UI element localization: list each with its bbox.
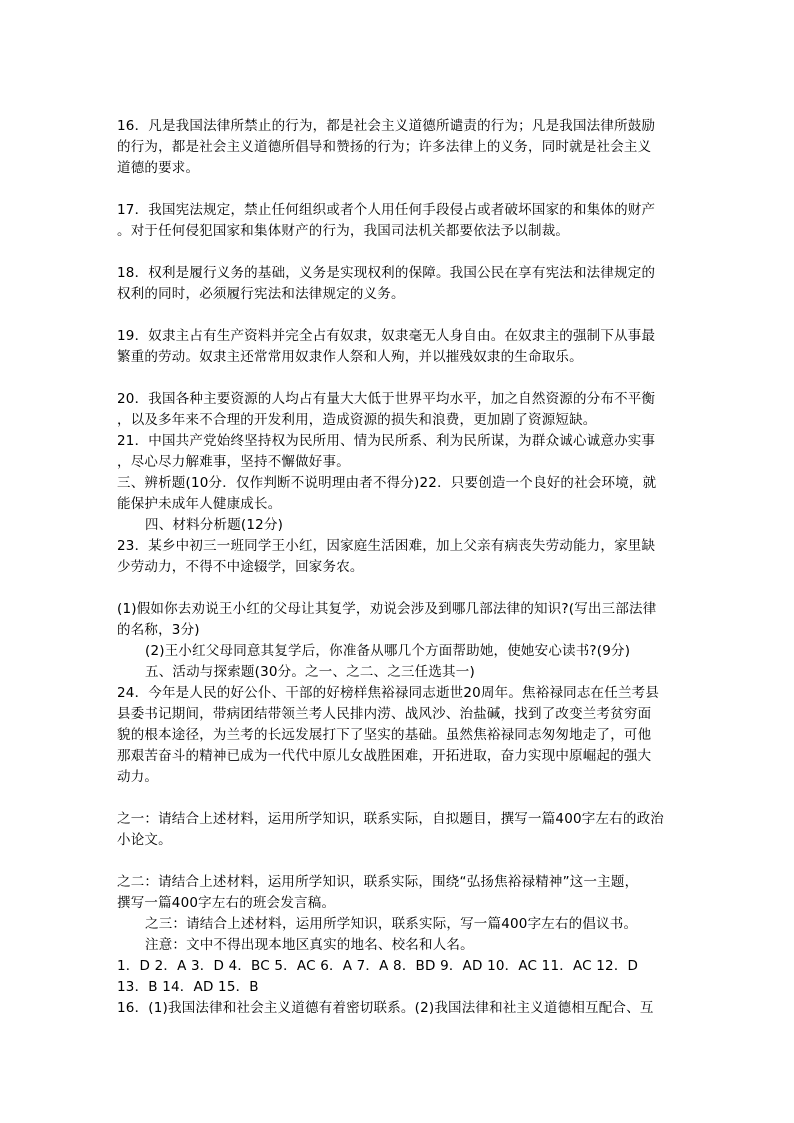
text-line: 权利的同时，必须履行宪法和法律规定的义务。 bbox=[117, 286, 405, 302]
option-1 bbox=[117, 809, 687, 851]
text-line: 能保护未成年人健康成长。 bbox=[117, 496, 282, 512]
text-line: 之一：请结合上述材料，运用所学知识，联系实际，自拟题目，撰写一篇400字左右的政治 bbox=[117, 811, 664, 827]
text-line: 1．D 2．A 3．D 4．BC 5．AC 6．A 7．A 8．BD 9．AD 10．AC 11．AC 12．D bbox=[117, 958, 639, 974]
note: 注意：文中不得出现本地区真实的地名、校名和人名。 bbox=[145, 937, 474, 953]
text-line: 20．我国各种主要资源的人均占有量大大低于世界平均水平，加之自然资源的分布不平衡 bbox=[117, 391, 656, 407]
text-line: 19．奴隶主占有生产资料并完全占有奴隶，奴隶毫无人身自由。在奴隶主的强制下从事最 bbox=[117, 328, 656, 344]
text-line: 三、辨析题(10分．仅作判断不说明理由者不得分)22．只要创造一个良好的社会环境，就 bbox=[117, 475, 657, 491]
question-24 bbox=[117, 683, 687, 788]
text-line: 18．权利是履行义务的基础，义务是实现权利的保障。我国公民在享有宪法和法律规定的 bbox=[117, 265, 656, 281]
document-page bbox=[117, 116, 687, 1019]
text-line: 。对于任何侵犯国家和集体财产的行为，我国司法机关都要依法予以制裁。 bbox=[117, 223, 570, 239]
text-line: 那艰苦奋斗的精神已成为一代代中原儿女战胜困难，开拓进取，奋力实现中原崛起的强大 bbox=[117, 748, 652, 764]
text-line: 21．中国共产党始终坚持权为民所用、情为民所系、利为民所谋，为群众诚心诚意办实事 bbox=[117, 433, 656, 449]
text-line: 17．我国宪法规定，禁止任何组织或者个人用任何手段侵占或者破坏国家的和集体的财产 bbox=[117, 202, 656, 218]
text-line: 道德的要求。 bbox=[117, 160, 200, 176]
question-19 bbox=[117, 326, 687, 368]
question-23 bbox=[117, 536, 687, 578]
text-line: 动力。 bbox=[117, 769, 159, 785]
text-line: 23．某乡中初三一班同学王小红，因家庭生活困难，加上父亲有病丧失劳动能力，家里缺 bbox=[117, 538, 656, 554]
text-line: 繁重的劳动。奴隶主还常常用奴隶作人祭和人殉，并以摧残奴隶的生命取乐。 bbox=[117, 349, 583, 365]
text-line: 24．今年是人民的好公仆、干部的好榜样焦裕禄同志逝世20周年。焦裕禄同志在任兰考县 bbox=[117, 685, 660, 701]
text-line: 16．凡是我国法律所禁止的行为，都是社会主义道德所谴责的行为；凡是我国法律所鼓励 bbox=[117, 118, 656, 134]
text-line: 少劳动力，不得不中途辍学，回家务农。 bbox=[117, 559, 364, 575]
answer-key bbox=[117, 956, 687, 998]
text-line: 小论文。 bbox=[117, 832, 172, 848]
text-line: ，尽心尽力解难事，坚持不懈做好事。 bbox=[117, 454, 350, 470]
section-3-analysis bbox=[117, 473, 687, 515]
section-5-title: 五、活动与探索题(30分。之一、之二、之三任选其一) bbox=[145, 664, 475, 680]
question-23-part-2: (2)王小红父母同意其复学后，你准备从哪几个方面帮助她，使她安心读书?(9分) bbox=[145, 643, 631, 659]
text-line: 的名称，3分) bbox=[117, 622, 200, 638]
question-23-part-1 bbox=[117, 599, 687, 641]
section-4-title: 四、材料分析题(12分) bbox=[145, 517, 284, 533]
option-3: 之三：请结合上述材料，运用所学知识，联系实际，写一篇400字左右的倡议书。 bbox=[145, 916, 638, 932]
answer-16: 16．(1)我国法律和社会主义道德有着密切联系。(2)我国法律和社主义道德相互配合、互 bbox=[117, 1000, 654, 1016]
text-line: ，以及多年来不合理的开发利用，造成资源的损失和浪费，更加剧了资源短缺。 bbox=[117, 412, 597, 428]
question-17 bbox=[117, 200, 687, 242]
text-line: 撰写一篇400字左右的班会发言稿。 bbox=[117, 895, 336, 911]
text-line: 县委书记期间，带病团结带领兰考人民排内涝、战风沙、治盐碱，找到了改变兰考贫穷面 bbox=[117, 706, 652, 722]
text-line: 之二：请结合上述材料，运用所学知识，联系实际，围绕“弘扬焦裕禄精神”这一主题， bbox=[117, 874, 639, 890]
text-line: 的行为，都是社会主义道德所倡导和赞扬的行为；许多法律上的义务，同时就是社会主义 bbox=[117, 139, 652, 155]
question-16 bbox=[117, 116, 687, 179]
option-2 bbox=[117, 872, 687, 914]
question-18 bbox=[117, 263, 687, 305]
question-21 bbox=[117, 431, 687, 473]
question-20 bbox=[117, 389, 687, 431]
text-line: 13．B 14．AD 15．B bbox=[117, 979, 259, 995]
text-line: 貌的根本途径，为兰考的长远发展打下了坚实的基础。虽然焦裕禄同志匆匆地走了，可他 bbox=[117, 727, 652, 743]
text-line: (1)假如你去劝说王小红的父母让其复学，劝说会涉及到哪几部法律的知识?(写出三部法律 bbox=[117, 601, 657, 617]
